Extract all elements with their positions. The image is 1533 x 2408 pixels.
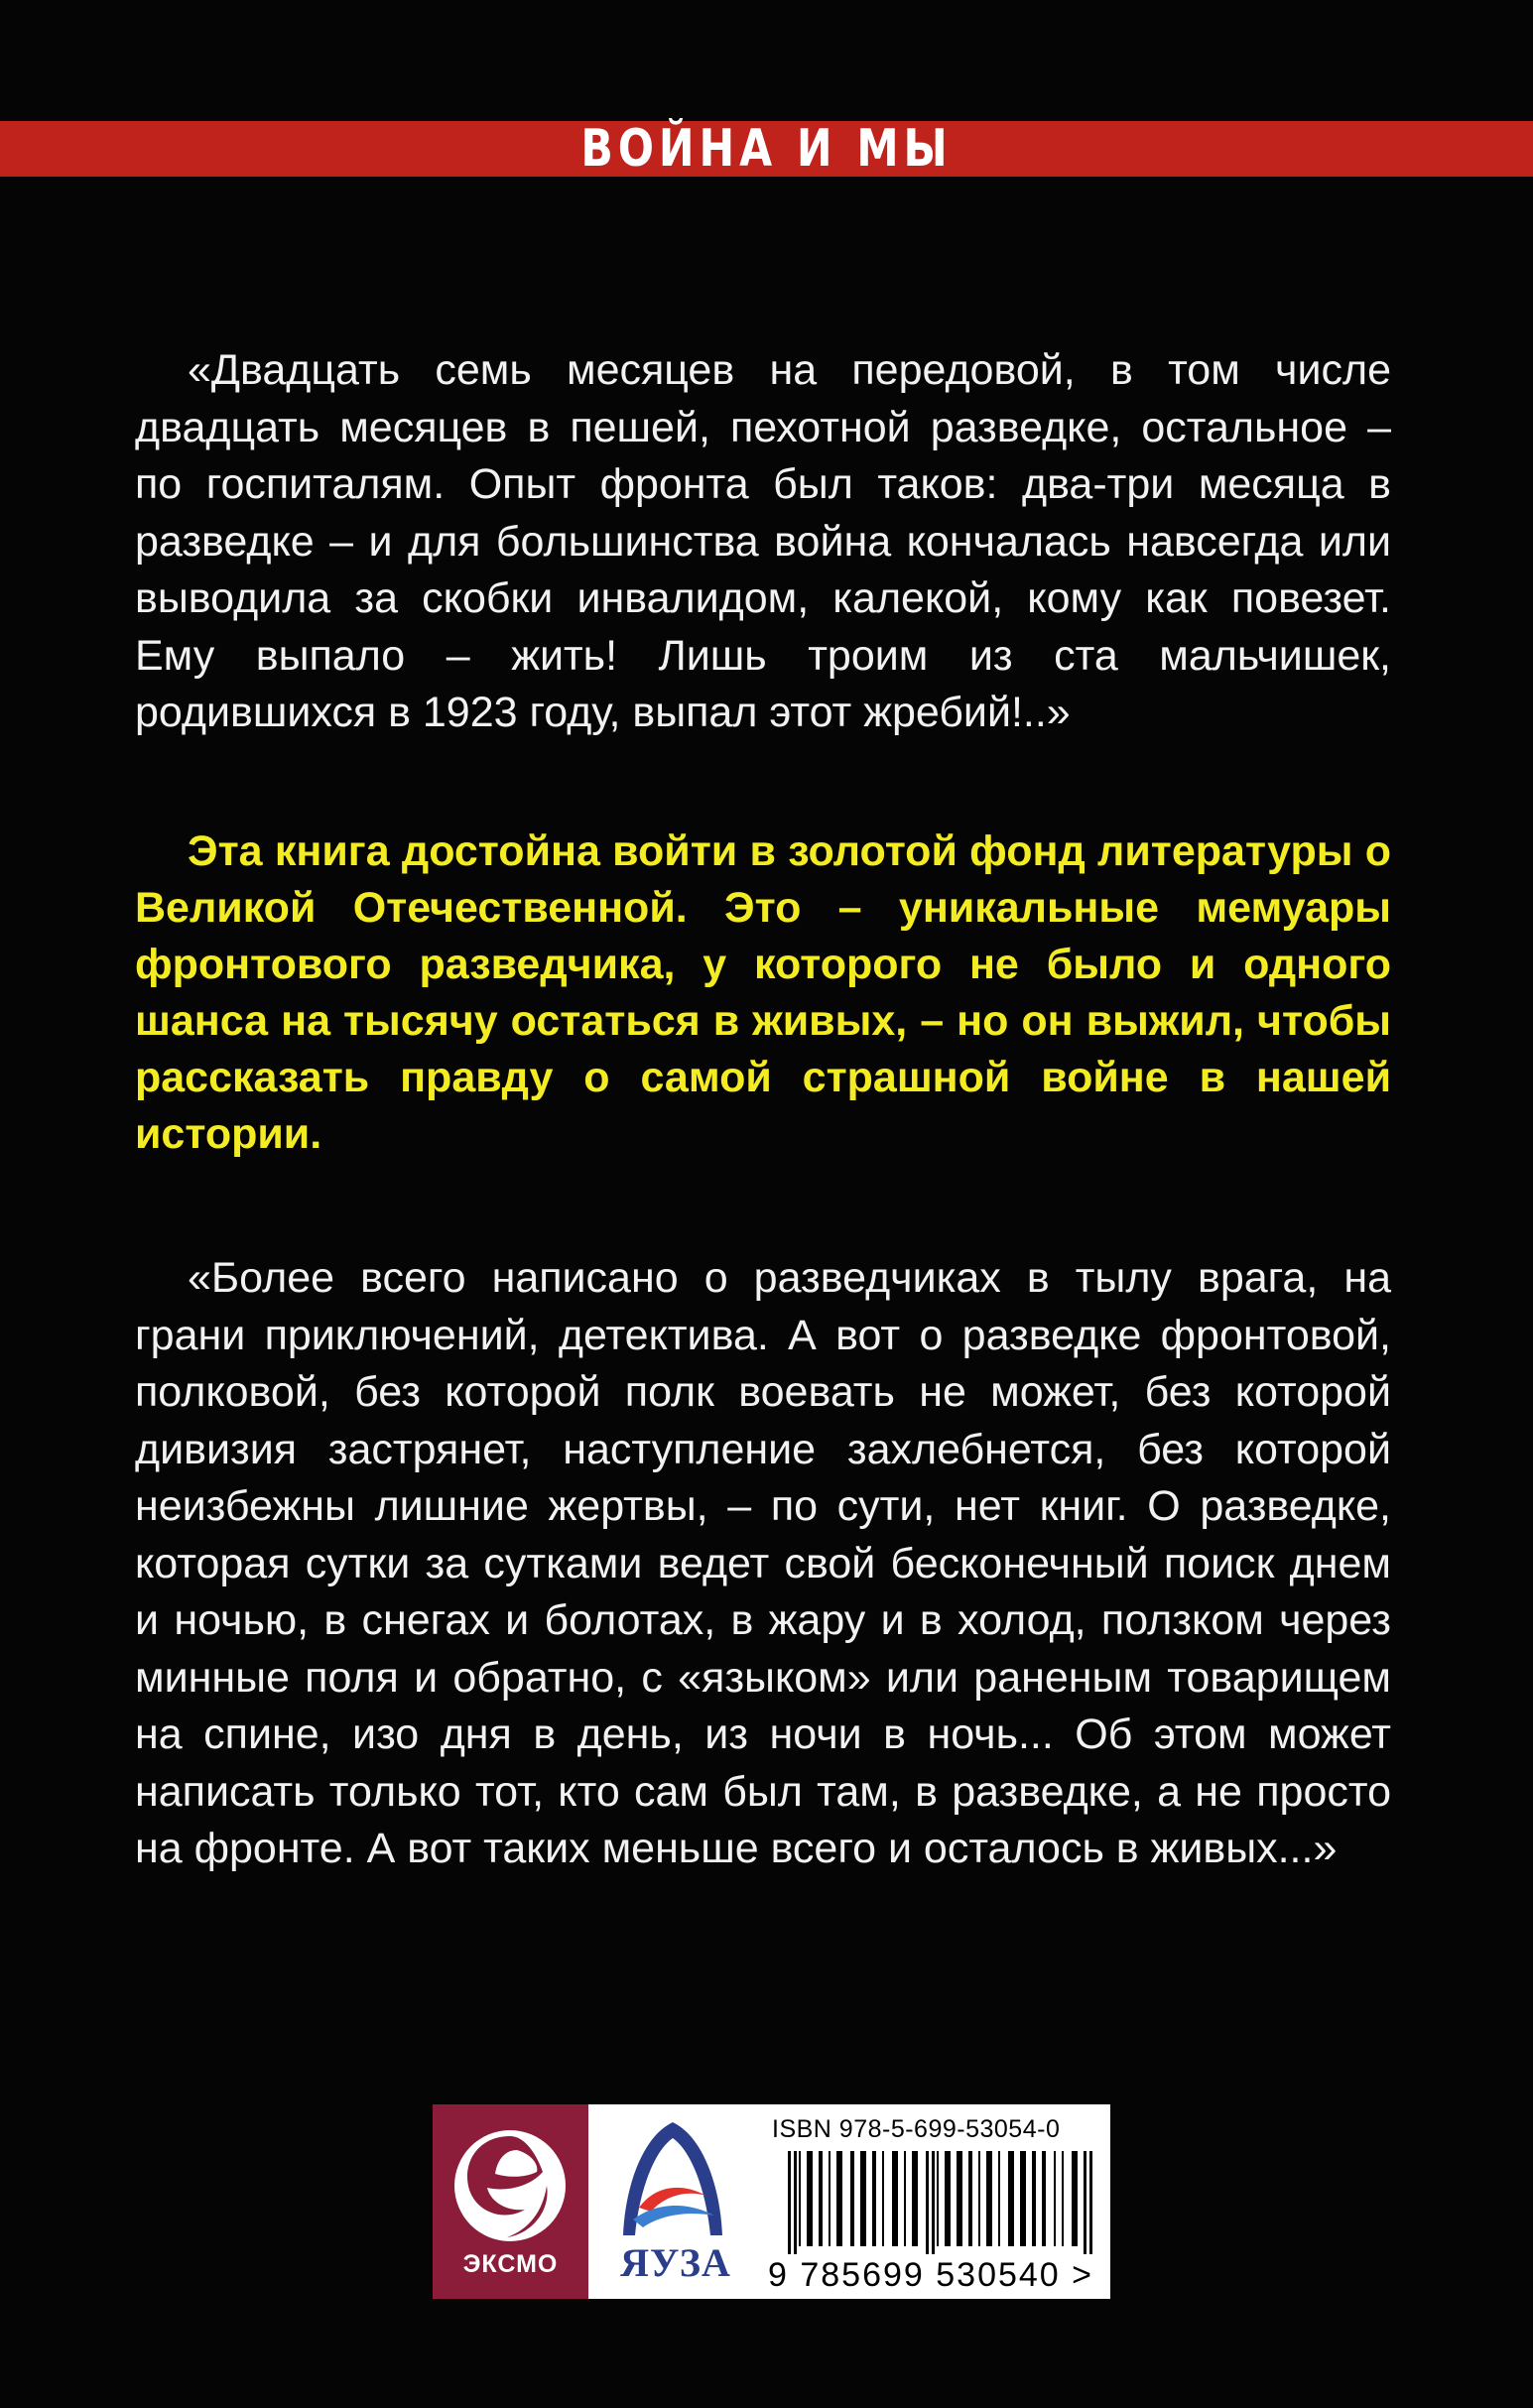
barcode-bar	[912, 2151, 918, 2246]
barcode-bars	[788, 2151, 1092, 2254]
isbn-number: ISBN 978-5-699-53054-0	[772, 2115, 1061, 2143]
barcode-bar	[998, 2151, 1000, 2246]
barcode-digits: 9 785699 530540 >	[768, 2256, 1091, 2290]
barcode-bar	[1054, 2151, 1056, 2246]
quote-paragraph-1: «Двадцать семь месяцев на передовой, в том числе двадцать месяцев в пешей, пехотной разведке, остальное – по госпиталям. Опыт фронта был таков: два-три месяца в разведке – и для большинства война кончалась навсегда или выводила за скобки инвалидом, калекой, кому как повезет. Ему выпало – жить! Лишь троим из ста мальчишек, родившихся в 1923 году, выпал этот жребий!..»	[135, 346, 1391, 736]
barcode-bar	[945, 2151, 951, 2246]
barcode-bar	[1072, 2151, 1078, 2246]
yauza-label: ЯУЗА	[620, 2240, 731, 2285]
barcode-bar	[850, 2151, 854, 2246]
barcode-bar	[1020, 2151, 1026, 2246]
barcode-bar	[799, 2151, 801, 2246]
barcode-bar	[957, 2151, 962, 2246]
barcode-bar	[807, 2151, 813, 2246]
barcode-bar	[794, 2151, 797, 2254]
barcode-bar	[1032, 2151, 1036, 2246]
barcode-bar	[1062, 2151, 1064, 2246]
barcode-bar	[968, 2151, 972, 2246]
barcode-bar	[860, 2151, 866, 2246]
barcode-bar	[836, 2151, 842, 2246]
barcode-bar	[1089, 2151, 1092, 2254]
quote-paragraph-2: «Более всего написано о разведчиках в тылу врага, на грани приключений, детектива. А вот о разведке фронтовой, полковой, без которой полк воевать не может, без которой дивизия застрянет, наступление захлебнется, без которой неизбежны лишние жертвы, – по сути, нет книг. О разведке, которая сутки за сутками ведет свой бесконечный поиск днем и ночью, в снегах и болотах, в жару и в холод, ползком через минные поля и обратно, с «языком» или раненым товарищем на спине, изо дня в день, из ночи в ночь... Об этом может написать только тот, кто сам был там, в разведке, а не просто на фронте. А вот таких меньше всего и осталось в живых...»	[135, 1254, 1391, 1872]
barcode-bar	[819, 2151, 823, 2246]
barcode-bar	[872, 2151, 876, 2246]
barcode-bar	[788, 2151, 791, 2254]
barcode-bar	[986, 2151, 992, 2246]
barcode-bar	[1008, 2151, 1014, 2246]
barcode-bar	[1084, 2151, 1086, 2254]
series-title: ВОЙНА И МЫ	[580, 119, 953, 179]
barcode-bar	[926, 2151, 929, 2254]
barcode-bar	[937, 2151, 939, 2246]
barcode	[766, 2151, 1093, 2290]
barcode-bar	[892, 2151, 898, 2246]
blurb-paragraph: Эта книга достойна войти в золотой фонд литературы о Великой Отечественной. Это – уникальные мемуары фронтового разведчика, у которого не было и одного шанса на тысячу остаться в живых, – но он выжил, чтобы рассказать правду о самой страшной войне в нашей истории.	[135, 827, 1391, 1158]
barcode-bar	[978, 2151, 980, 2246]
eksmo-label: ЭКСМО	[462, 2250, 559, 2278]
barcode-bar	[1042, 2151, 1046, 2246]
barcode-bar	[829, 2151, 830, 2246]
barcode-bar	[904, 2151, 906, 2246]
barcode-bar	[882, 2151, 884, 2246]
barcode-bar	[932, 2151, 935, 2254]
eksmo-swirl-icon	[447, 2126, 574, 2245]
